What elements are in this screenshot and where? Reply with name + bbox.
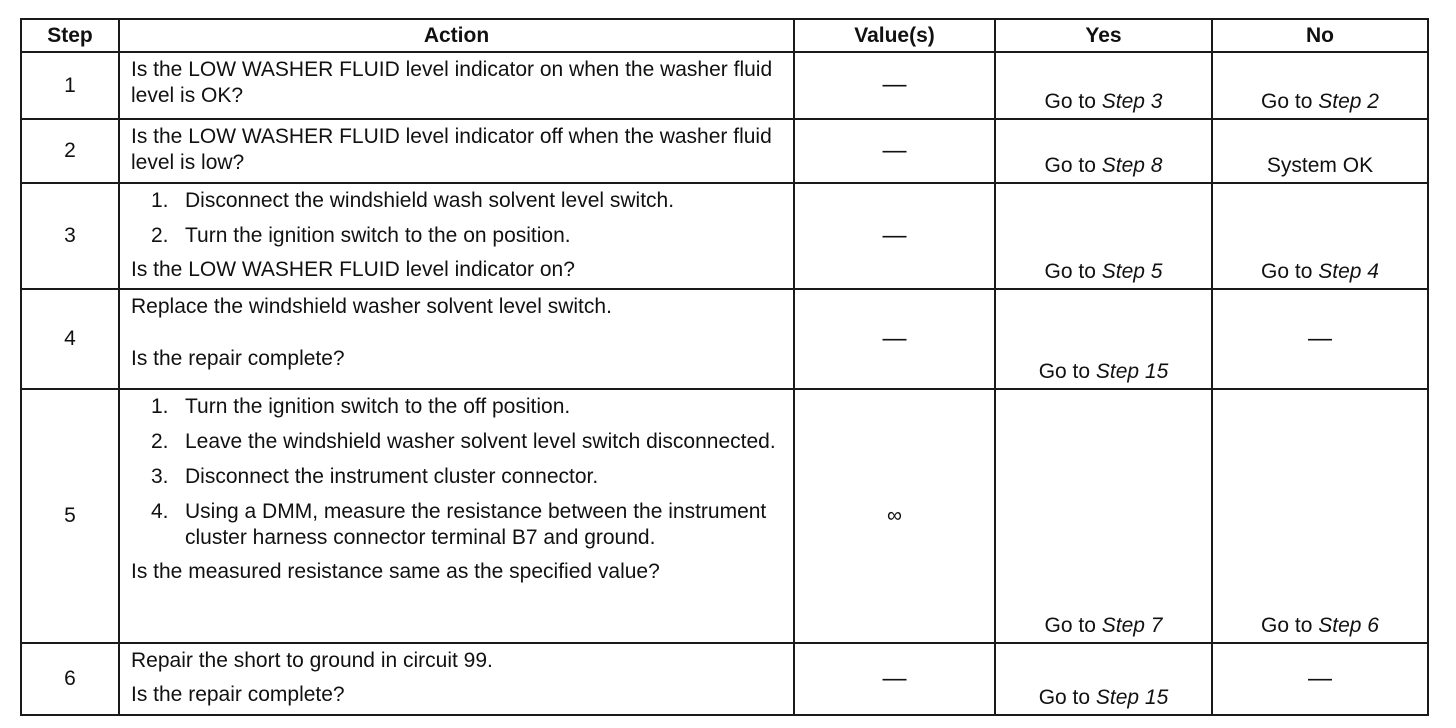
header-action: Action [119,19,794,52]
action-cell [119,183,794,289]
value-text: ∞ [887,504,902,527]
step-number: 4 [21,289,119,389]
yes-cell [995,52,1212,119]
yes-cell [995,289,1212,389]
list-item-number: 2. [151,430,169,453]
list-item-number: 1. [151,189,169,212]
list-item [151,394,783,420]
no-cell [1212,183,1428,289]
no-cell [1212,289,1428,389]
list-item [151,499,783,551]
header-step: Step [21,19,119,52]
yes-step-link: Step 7 [1101,614,1163,637]
value-text: — [882,221,907,249]
step-number: 6 [21,643,119,715]
action-cell [119,119,794,183]
value-text: — [882,136,907,164]
step-number: 3 [21,183,119,289]
yes-prefix: Go to [1044,260,1102,283]
step-number: 5 [21,389,119,643]
yes-step-link: Step 15 [1095,360,1169,383]
list-item [151,223,783,249]
yes-cell [995,183,1212,289]
action-cell [119,289,794,389]
list-item [151,464,783,490]
list-item-number: 3. [151,465,169,488]
list-item-text: Turn the ignition switch to the off position. [185,395,571,418]
spacer [131,320,783,346]
action-cell [119,52,794,119]
no-prefix: Go to [1261,260,1319,283]
yes-cell [995,119,1212,183]
header-yes: Yes [995,19,1212,52]
list-item-number: 2. [151,224,169,247]
list-item-text: Using a DMM, measure the resistance between the instrument cluster harness connector terminal B7 and ground. [185,500,767,549]
no-prefix: Go to [1261,90,1319,113]
value-cell [794,183,995,289]
value-text: — [882,664,907,692]
value-cell [794,289,995,389]
list-item-text: Disconnect the instrument cluster connector. [185,465,599,488]
action-text: Replace the windshield washer solvent level switch. [131,295,612,318]
diagnostic-table-container [20,18,1429,716]
action-question: Is the measured resistance same as the specified value? [131,560,660,583]
no-step-link: Step 4 [1318,260,1379,283]
value-text: — [882,324,907,352]
value-cell [794,52,995,119]
action-question: Is the repair complete? [131,347,345,370]
list-item-number: 4. [151,500,169,523]
no-cell [1212,643,1428,715]
yes-cell [995,643,1212,715]
yes-prefix: Go to [1044,90,1102,113]
table-row [21,389,1428,643]
header-row [21,19,1428,52]
table-row [21,183,1428,289]
table-row [21,643,1428,715]
header-values: Value(s) [794,19,995,52]
yes-prefix: Go to [1044,154,1102,177]
list-item-number: 1. [151,395,169,418]
no-cell [1212,119,1428,183]
action-question: Is the repair complete? [131,683,345,706]
yes-step-link: Step 3 [1101,90,1163,113]
value-cell [794,119,995,183]
no-cell [1212,389,1428,643]
yes-cell [995,389,1212,643]
action-text: Is the LOW WASHER FLUID level indicator off when the washer fluid level is low? [131,125,772,174]
yes-step-link: Step 8 [1101,154,1163,177]
no-prefix: Go to [1261,614,1319,637]
step-number: 2 [21,119,119,183]
value-text: — [882,71,907,98]
yes-prefix: Go to [1038,360,1096,383]
action-text: Repair the short to ground in circuit 99. [131,649,493,672]
no-cell [1212,52,1428,119]
step-number: 1 [21,52,119,119]
table-row [21,289,1428,389]
table-row [21,119,1428,183]
value-cell [794,643,995,715]
action-text: Is the LOW WASHER FLUID level indicator on when the washer fluid level is OK? [131,58,773,107]
action-question: Is the LOW WASHER FLUID level indicator on? [131,258,575,281]
action-steps-list [131,188,783,249]
table-row [21,52,1428,119]
list-item-text: Turn the ignition switch to the on position. [185,224,571,247]
diagnostic-table [20,18,1429,716]
no-step-link: Step 2 [1318,90,1379,113]
action-steps-list [131,394,783,551]
yes-step-link: Step 5 [1101,260,1163,283]
no-text: — [1308,324,1332,352]
no-text: System OK [1266,154,1374,177]
header-no: No [1212,19,1428,52]
list-item-text: Disconnect the windshield wash solvent level switch. [185,189,675,212]
list-item [151,188,783,214]
list-item [151,429,783,455]
no-step-link: Step 6 [1318,614,1379,637]
yes-step-link: Step 15 [1095,686,1169,709]
yes-prefix: Go to [1044,614,1102,637]
list-item-text: Leave the windshield washer solvent level switch disconnected. [185,430,776,453]
action-cell [119,643,794,715]
value-cell [794,389,995,643]
action-cell [119,389,794,643]
no-text: — [1308,664,1332,692]
yes-prefix: Go to [1038,686,1096,709]
